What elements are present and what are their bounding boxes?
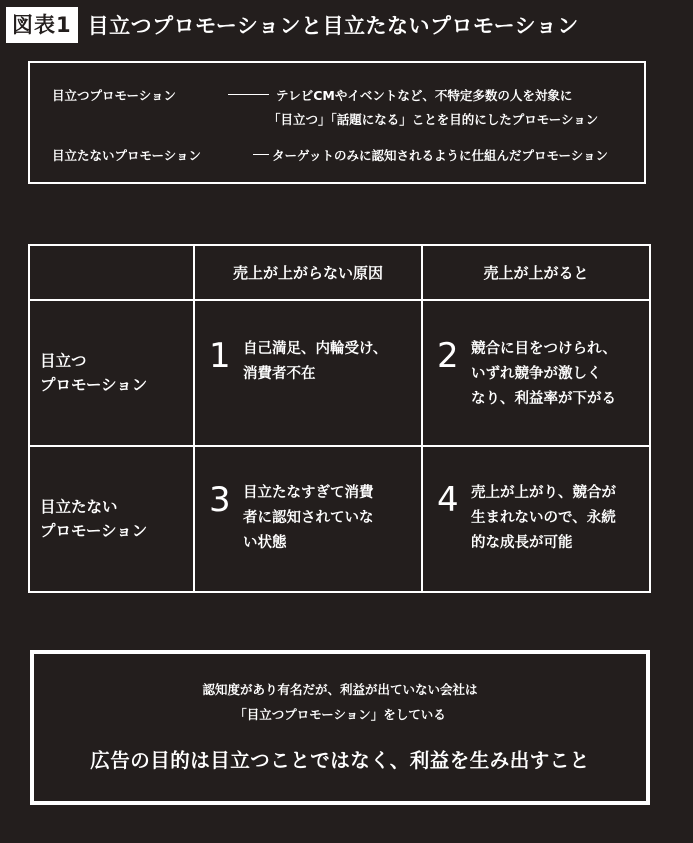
cell-text	[471, 337, 617, 412]
cell-text	[243, 337, 387, 387]
cell-text	[471, 481, 616, 556]
cell-text-line: なり、利益率が下がる	[471, 391, 616, 407]
conclusion-headline: 広告の目的は目立つことではなく、利益を生み出すこと	[90, 749, 590, 772]
table-row	[29, 446, 650, 592]
conclusion-line: 認知度があり有名だが、利益が出ていない会社は	[202, 682, 478, 697]
cell-text-line: 売上が上がり、競合が	[471, 485, 616, 501]
table-header-result: 売上が上がると	[422, 245, 650, 300]
figure-badge: 図表1	[6, 7, 78, 43]
figure-header	[6, 6, 579, 44]
cell-text-line: 競合に目をつけられ、	[471, 341, 617, 357]
cell-number: 3	[209, 480, 231, 520]
cell-text-line: 目立たなすぎて消費	[243, 485, 374, 501]
cell-text-line: 生まれないので、永続	[471, 510, 616, 526]
cell-text-line: い状態	[243, 535, 287, 551]
cell-text-line: 的な成長が可能	[471, 535, 573, 551]
comparison-table	[28, 244, 651, 593]
cell-text-line: 者に認知されていな	[243, 510, 374, 526]
row-label-line: 目立たない	[40, 498, 118, 516]
table-header-empty	[29, 245, 194, 300]
table-row	[29, 300, 650, 446]
table-cell	[422, 300, 650, 446]
conclusion-box	[30, 650, 650, 805]
definition-term: 目立たないプロモーション	[52, 148, 202, 163]
definition-text: テレビCMやイベントなど、不特定多数の人を対象に	[276, 88, 573, 103]
table-cell	[194, 300, 422, 446]
row-label-line: プロモーション	[40, 376, 148, 394]
cell-text	[243, 481, 374, 556]
row-label-line: プロモーション	[40, 522, 148, 540]
definition-dash	[253, 154, 269, 155]
definition-term: 目立つプロモーション	[52, 88, 177, 103]
conclusion-line: 「目立つプロモーション」をしている	[234, 707, 446, 722]
cell-text-line: 消費者不在	[243, 366, 316, 382]
cell-text-line: いずれ競争が激しく	[471, 366, 602, 382]
table-header-row	[29, 245, 650, 300]
table-cell	[194, 446, 422, 592]
cell-text-line: 自己満足、内輪受け、	[243, 341, 388, 357]
definition-text: ターゲットのみに認知されるように仕組んだプロモーション	[272, 148, 609, 163]
definitions-box	[28, 61, 646, 184]
cell-number: 4	[437, 480, 459, 520]
definition-text: 「目立つ」「話題になる」ことを目的にしたプロモーション	[268, 112, 599, 127]
definition-dash	[228, 94, 269, 95]
figure-title: 目立つプロモーションと目立たないプロモーション	[87, 14, 579, 38]
row-label-prominent	[29, 300, 194, 446]
row-label-line: 目立つ	[40, 352, 87, 370]
table-header-cause: 売上が上がらない原因	[194, 245, 422, 300]
table-cell	[422, 446, 650, 592]
cell-number: 1	[209, 336, 231, 376]
cell-number: 2	[437, 336, 459, 376]
row-label-subtle	[29, 446, 194, 592]
